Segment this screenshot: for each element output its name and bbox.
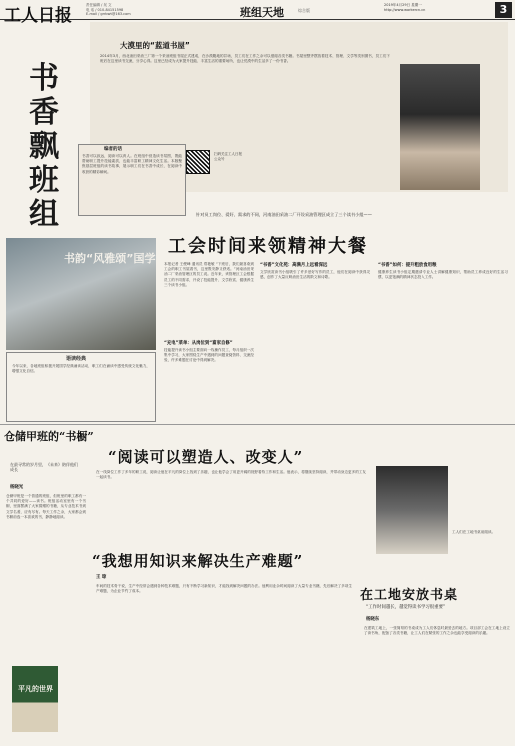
newspaper-logo: 工人日报 <box>4 6 72 26</box>
section-title: 班组天地 <box>240 6 284 19</box>
lecture-title: 语读经典 <box>66 356 87 362</box>
quote2-headline: “我想用知识来解决生产难题” <box>92 552 304 570</box>
main-body-1: 本报记者 王俊峰 通讯员 郑艳敏 “下班后，我们最喜欢到工会的职工书屋看书，这里既安静又舒适。”河南油田采油二厂采油管理区的员工说。近年来，该管理区工会根据员工的不同需求，开设了技能提升、文学欣赏、健康养生三个读书小组。 <box>164 262 254 287</box>
main-teaser: 针对员工岗位、爱好、需求的不同，河南油田采油二厂开设采油管理区成立了三个读书小组—— <box>196 212 372 217</box>
quote1-headline: “阅读可以塑造人、改变人” <box>108 448 304 466</box>
worker-reading-photo <box>376 466 448 554</box>
quote2-body: 车间的技术骨干说，生产中经常会遇到各种技术难题，只有不断学习新知识，才能找到解决问题的办法。他利用业余时间阅读了大量专业书籍，先后解决了多项生产难题，为企业节约了成本。 <box>96 584 352 594</box>
right-story-byline: 杨晓东 <box>366 617 380 622</box>
left-story-body: 仓储甲班是一个普通的班组，但班里的职工都有一个共同的爱好——读书。班组活动室里有一个书橱，里面摆满了大家捐赠的书籍，从专业技术书到文学名著，应有尽有。每天工作之余，大家都会到书橱前选一本喜欢的书，静静地阅读。 <box>6 494 86 519</box>
main-subhead-2: “书香”文化苑：高满月上远看深远 <box>260 263 328 268</box>
main-body-3: 文学欣赏读书小组吸引了许多爱好写作的员工，他们在阅读中获得灵感，创作了大量反映油田生活的散文和诗歌。 <box>260 270 370 280</box>
book-cover: 平凡的世界 <box>12 666 58 732</box>
section-divider <box>0 424 515 425</box>
main-body-4: 健康养生读书小组定期邀请专业人士讲解健康知识，帮助员工养成良好的生活习惯，以更饱满的精神状态投入工作。 <box>378 270 508 280</box>
right-photo-caption: 工人们在工地书桌前阅读。 <box>452 530 496 534</box>
masthead <box>0 0 515 26</box>
lecture-body: 今年以来，各地班组积极开展国学经典诵读活动，职工们在诵读中感受传统文化魅力，增强文化自信。 <box>12 364 150 374</box>
left-story-headline: 仓储甲班的“书橱” <box>4 430 94 443</box>
main-headline: 工会时间来领精神大餐 <box>168 236 368 257</box>
quote2-byline: 王 琼 <box>96 575 107 580</box>
issue-date: 2019年4月29日 星期一 http://www.workercn.cn <box>384 3 494 12</box>
main-subhead-3: “书香”如何：提升粗放食用粮 <box>378 263 437 268</box>
main-subhead-1: “充电”菜单：从岗位到“富家自修” <box>164 341 233 346</box>
left-story-subtitle: 在最寻常的岁月里，《未来》陪伴他们成长 <box>10 462 78 472</box>
left-story-byline: 杨晓光 <box>10 485 24 490</box>
feature-body: 2014年3月，西北油田采油三厂第一个采油班组书屋正式建成，在沙漠腹地的井场，员工们在工作之余可以借阅各类书籍。书屋里整齐摆放着技术、管理、文学等类别图书，员工们下班后在这里读书交流，分享心得。这里已经成为大家提升技能、丰富生活的重要场所，也让荒漠中的生活多了一份书香。 <box>100 54 390 64</box>
feature-headline: 大漠里的“蓝道书屋” <box>120 41 190 50</box>
editor-note-title: 编者的话 <box>104 147 122 152</box>
main-body-2: 技能提升读书小组主要面向一线操作员工，每月组织一次集中学习，大家围绕生产中遇到的问题查阅资料、交流经验，许多难题在讨论中得到解决。 <box>164 348 254 363</box>
qr-code-icon[interactable] <box>186 150 210 174</box>
reader-photo <box>400 64 480 190</box>
right-story-headline: 在工地安放书桌 <box>360 588 459 603</box>
editor-note-body: 书香可以致远，阅读可以育人。在班组中营造读书氛围，既能帮助职工提升技能素质，也能丰富职工精神文化生活。本版聚焦基层班组的读书故事，展示职工们在书香中成长、在阅读中收获的精彩瞬间。 <box>82 154 182 174</box>
column-title: 书 香 飘 班 组 <box>29 61 59 232</box>
site-url[interactable]: http://www.workercn.cn <box>384 7 426 12</box>
right-story-subtitle: “工作时间越长，越觉得读书学习很重要” <box>366 605 446 610</box>
quote1-body: 在一线岗位工作了多年的职工说，阅读让他在平凡的岗位上找到了乐趣，也让他学会了用更开阔的视野看待工作和生活。他表示，将继续坚持阅读，并带动身边更多的工友一起读书。 <box>96 470 366 480</box>
page-number: 3 <box>495 2 512 18</box>
photo-banner-text: 书韵“风雅颂”国学 <box>64 252 156 265</box>
right-story-body: 在建筑工地上，一张简易的书桌成为工人们休息时最爱去的地方。项目部工会在工地上设立了读书角，配备了各类书籍，让工人们在紧张的工作之余也能享受阅读的乐趣。 <box>364 626 510 636</box>
masthead-meta: 责任编辑 / 吴 文 电 话 / 010-84151598 E-mail / grrbwt@163.com <box>86 3 131 16</box>
section-subtitle: 综合版 <box>298 8 310 13</box>
qr-caption: 扫码关注工人日报公众号 <box>214 152 242 161</box>
